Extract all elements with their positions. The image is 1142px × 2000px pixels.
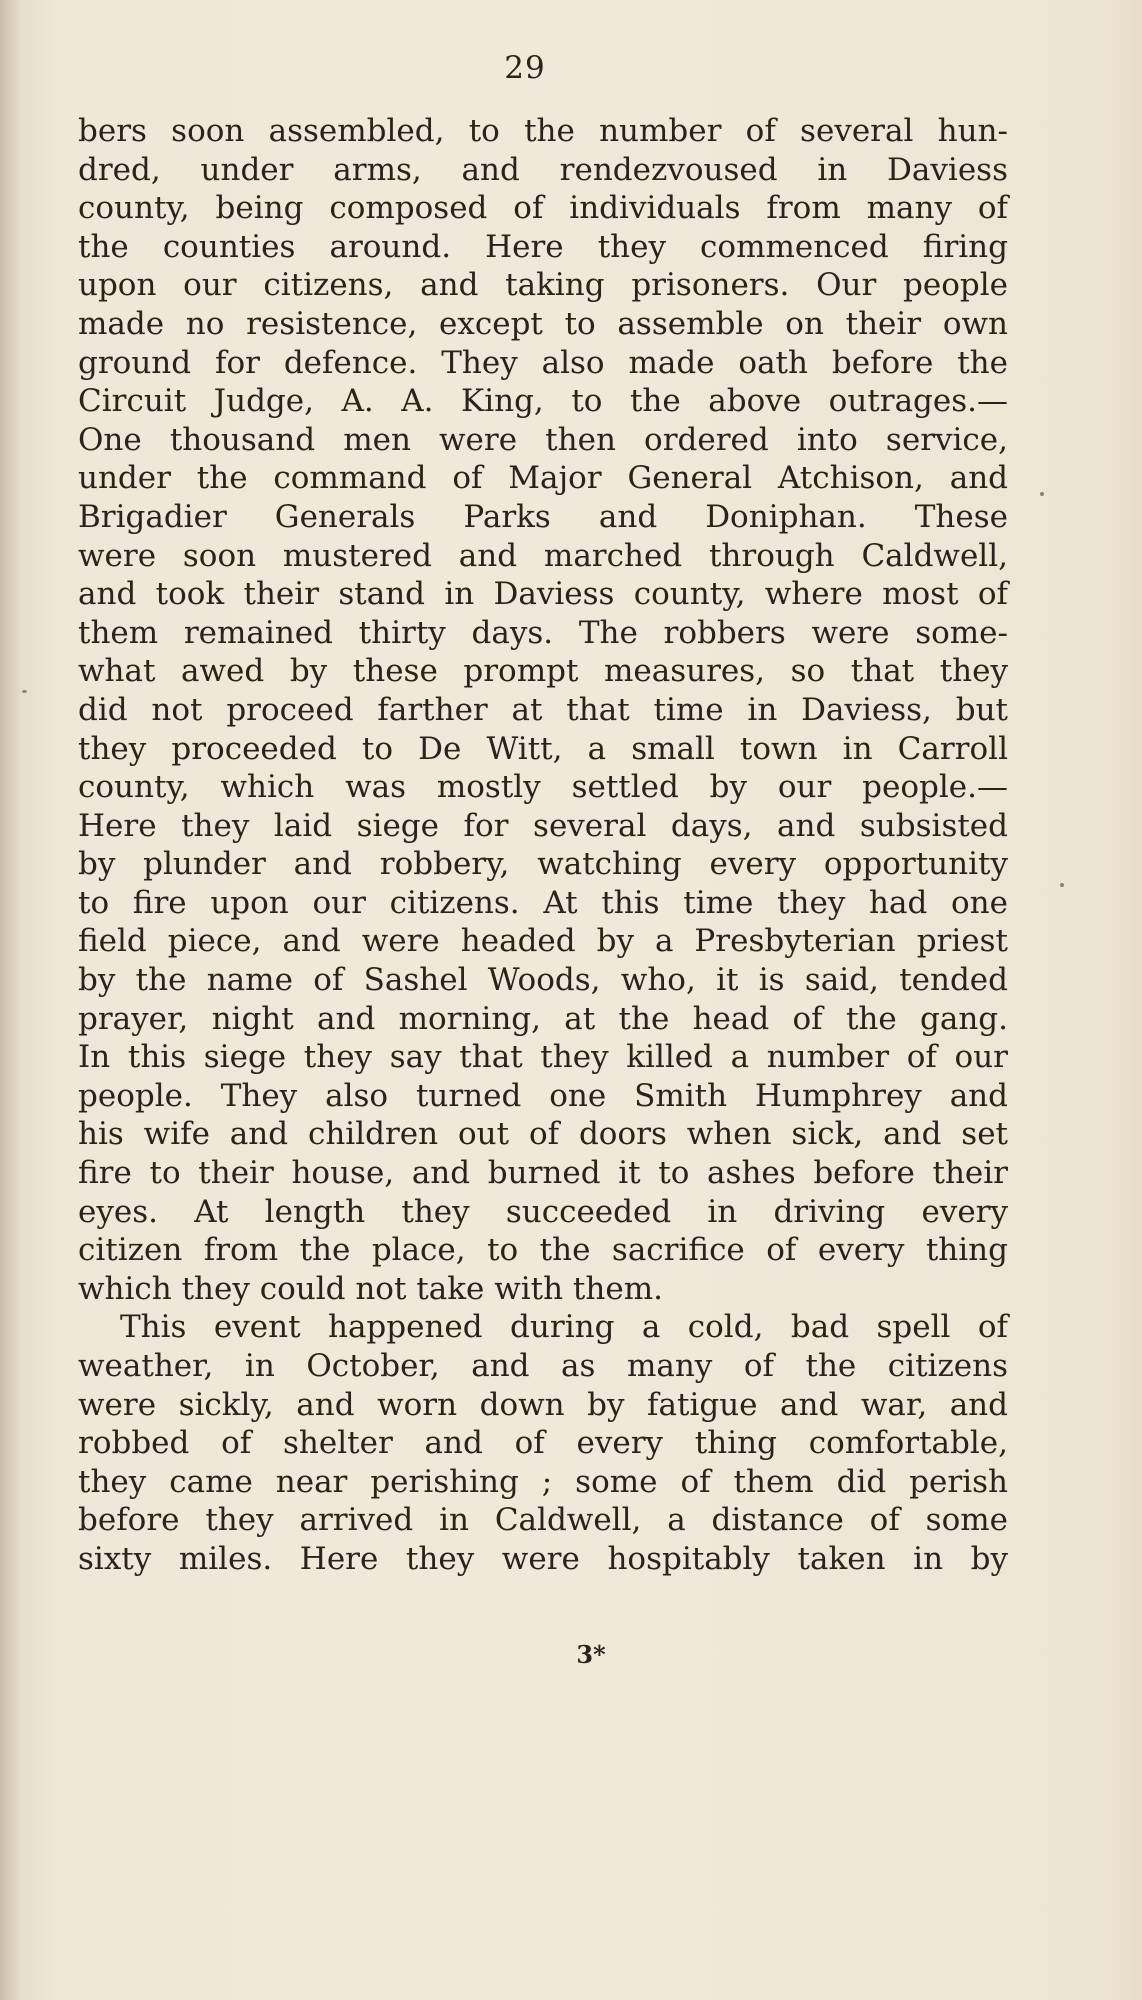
paper-speck xyxy=(22,690,27,693)
page-gutter xyxy=(0,0,26,2000)
text-line: robbed of shelter and of every thing comfortable, xyxy=(78,1425,1008,1462)
text-line: Circuit Judge, A. A. King, to the above outrages.— xyxy=(78,383,1008,420)
text-line: dred, under arms, and rendezvoused in Daviess xyxy=(78,151,1008,188)
text-line: his wife and children out of doors when sick, and set xyxy=(78,1116,1008,1153)
text-line: upon our citizens, and taking prisoners. Our people xyxy=(78,267,1008,304)
text-line: fire to their house, and burned it to ashes before their xyxy=(78,1155,1008,1192)
text-line: One thousand men were then ordered into service, xyxy=(78,421,1008,458)
text-line: they proceeded to De Witt, a small town in Carroll xyxy=(78,730,1008,767)
text-line: eyes. At length they succeeded in driving every xyxy=(78,1193,1008,1230)
text-line: did not proceed farther at that time in Daviess, but xyxy=(78,691,1008,728)
text-line: made no resistence, except to assemble on their own xyxy=(78,305,1008,342)
paragraph-end-line: which they could not take with them. xyxy=(78,1270,663,1307)
text-line: under the command of Major General Atchison, and xyxy=(78,460,1008,497)
text-line: citizen from the place, to the sacrifice of every thing xyxy=(78,1232,1008,1269)
text-line: were sickly, and worn down by fatigue and war, and xyxy=(78,1386,1008,1423)
text-line: people. They also turned one Smith Humphrey and xyxy=(78,1077,1008,1114)
paper-speck xyxy=(1060,883,1064,887)
text-line: Brigadier Generals Parks and Doniphan. These xyxy=(78,498,1008,535)
text-line: In this siege they say that they killed a number of our xyxy=(78,1039,1008,1076)
text-line: field piece, and were headed by a Presbyterian priest xyxy=(78,923,1008,960)
text-line: were soon mustered and marched through Caldwell, xyxy=(78,537,1008,574)
text-line: by plunder and robbery, watching every opportunity xyxy=(78,846,1008,883)
text-line: sixty miles. Here they were hospitably taken in by xyxy=(78,1540,1008,1577)
body-text xyxy=(78,112,1008,1579)
paper-speck xyxy=(1040,492,1044,496)
page-number: 29 xyxy=(504,50,546,86)
text-line: county, being composed of individuals from many of xyxy=(78,190,1008,227)
text-line: they came near perishing ; some of them did perish xyxy=(78,1463,1008,1500)
text-line: by the name of Sashel Woods, who, it is said, tended xyxy=(78,962,1008,999)
text-line: and took their stand in Daviess county, where most of xyxy=(78,576,1008,613)
text-line: ground for defence. They also made oath before the xyxy=(78,344,1008,381)
text-line: bers soon assembled, to the number of several hun- xyxy=(78,113,1008,149)
text-line: to fire upon our citizens. At this time they had one xyxy=(78,884,1008,921)
text-line: weather, in October, and as many of the citizens xyxy=(78,1348,1008,1384)
paragraph-start-line: This event happened during a cold, bad spell of xyxy=(120,1309,1008,1346)
signature-mark: 3* xyxy=(576,1640,606,1669)
text-line: the counties around. Here they commenced firing xyxy=(78,228,1008,265)
text-line: them remained thirty days. The robbers were some- xyxy=(78,614,1008,651)
text-line: what awed by these prompt measures, so that they xyxy=(78,653,1008,690)
text-line: prayer, night and morning, at the head of the gang. xyxy=(78,1000,1008,1037)
text-line: before they arrived in Caldwell, a distance of some xyxy=(78,1502,1008,1539)
text-line: county, which was mostly settled by our people.— xyxy=(78,769,1008,806)
text-line: Here they laid siege for several days, and subsisted xyxy=(78,807,1008,844)
